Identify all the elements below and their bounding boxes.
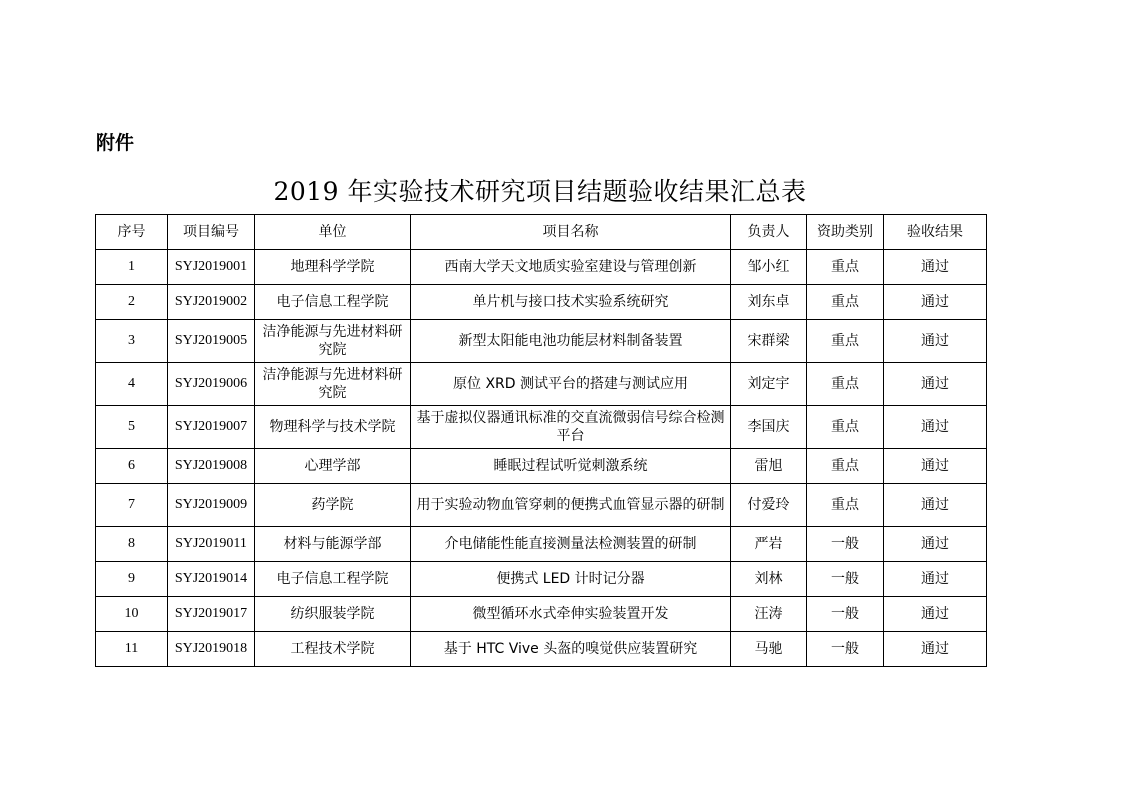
cell-unit: 洁净能源与先进材料研究院 bbox=[255, 363, 411, 406]
cell-index: 6 bbox=[96, 449, 168, 484]
cell-result: 通过 bbox=[884, 597, 987, 632]
cell-project-name: 西南大学天文地质实验室建设与管理创新 bbox=[411, 250, 731, 285]
cell-result: 通过 bbox=[884, 449, 987, 484]
cell-funding-type: 重点 bbox=[807, 285, 884, 320]
cell-unit: 材料与能源学部 bbox=[255, 527, 411, 562]
table-row bbox=[96, 449, 987, 484]
cell-unit: 电子信息工程学院 bbox=[255, 562, 411, 597]
header-result: 验收结果 bbox=[884, 215, 987, 250]
cell-result: 通过 bbox=[884, 484, 987, 527]
table-row bbox=[96, 562, 987, 597]
header-unit: 单位 bbox=[255, 215, 411, 250]
cell-leader: 严岩 bbox=[731, 527, 807, 562]
cell-funding-type: 重点 bbox=[807, 320, 884, 363]
header-funding-type: 资助类别 bbox=[807, 215, 884, 250]
table-row bbox=[96, 484, 987, 527]
cell-unit: 心理学部 bbox=[255, 449, 411, 484]
cell-leader: 汪涛 bbox=[731, 597, 807, 632]
cell-unit: 地理科学学院 bbox=[255, 250, 411, 285]
cell-project-id: SYJ2019001 bbox=[168, 250, 255, 285]
cell-funding-type: 一般 bbox=[807, 632, 884, 667]
table-row bbox=[96, 285, 987, 320]
cell-project-id: SYJ2019002 bbox=[168, 285, 255, 320]
cell-result: 通过 bbox=[884, 527, 987, 562]
table-row bbox=[96, 250, 987, 285]
cell-project-name: 新型太阳能电池功能层材料制备装置 bbox=[411, 320, 731, 363]
cell-funding-type: 重点 bbox=[807, 484, 884, 527]
cell-funding-type: 重点 bbox=[807, 406, 884, 449]
cell-result: 通过 bbox=[884, 250, 987, 285]
cell-leader: 马驰 bbox=[731, 632, 807, 667]
results-summary-table bbox=[95, 214, 987, 667]
table-row bbox=[96, 632, 987, 667]
header-project-name: 项目名称 bbox=[411, 215, 731, 250]
cell-leader: 邹小红 bbox=[731, 250, 807, 285]
cell-funding-type: 一般 bbox=[807, 597, 884, 632]
cell-project-name: 单片机与接口技术实验系统研究 bbox=[411, 285, 731, 320]
cell-project-name: 睡眠过程试听觉刺激系统 bbox=[411, 449, 731, 484]
cell-leader: 宋群梁 bbox=[731, 320, 807, 363]
cell-leader: 李国庆 bbox=[731, 406, 807, 449]
cell-project-name: 基于虚拟仪器通讯标准的交直流微弱信号综合检测平台 bbox=[411, 406, 731, 449]
table-row bbox=[96, 406, 987, 449]
header-project-id: 项目编号 bbox=[168, 215, 255, 250]
cell-project-id: SYJ2019011 bbox=[168, 527, 255, 562]
header-leader: 负责人 bbox=[731, 215, 807, 250]
cell-leader: 付爱玲 bbox=[731, 484, 807, 527]
cell-leader: 刘定宇 bbox=[731, 363, 807, 406]
cell-funding-type: 重点 bbox=[807, 363, 884, 406]
cell-result: 通过 bbox=[884, 285, 987, 320]
cell-funding-type: 重点 bbox=[807, 449, 884, 484]
cell-project-name: 原位 XRD 测试平台的搭建与测试应用 bbox=[411, 363, 731, 406]
cell-unit: 洁净能源与先进材料研究院 bbox=[255, 320, 411, 363]
table-header-row bbox=[96, 215, 987, 250]
cell-unit: 电子信息工程学院 bbox=[255, 285, 411, 320]
cell-index: 11 bbox=[96, 632, 168, 667]
cell-index: 9 bbox=[96, 562, 168, 597]
cell-index: 7 bbox=[96, 484, 168, 527]
cell-project-id: SYJ2019014 bbox=[168, 562, 255, 597]
table-row bbox=[96, 363, 987, 406]
cell-leader: 刘林 bbox=[731, 562, 807, 597]
table-row bbox=[96, 527, 987, 562]
document-title: 2019 年实验技术研究项目结题验收结果汇总表 bbox=[273, 177, 807, 206]
cell-funding-type: 一般 bbox=[807, 562, 884, 597]
cell-project-name: 基于 HTC Vive 头盔的嗅觉供应装置研究 bbox=[411, 632, 731, 667]
cell-index: 5 bbox=[96, 406, 168, 449]
cell-project-id: SYJ2019005 bbox=[168, 320, 255, 363]
cell-result: 通过 bbox=[884, 320, 987, 363]
cell-index: 8 bbox=[96, 527, 168, 562]
cell-result: 通过 bbox=[884, 406, 987, 449]
cell-unit: 物理科学与技术学院 bbox=[255, 406, 411, 449]
cell-project-id: SYJ2019008 bbox=[168, 449, 255, 484]
cell-index: 1 bbox=[96, 250, 168, 285]
cell-funding-type: 重点 bbox=[807, 250, 884, 285]
cell-leader: 刘东卓 bbox=[731, 285, 807, 320]
cell-index: 10 bbox=[96, 597, 168, 632]
cell-funding-type: 一般 bbox=[807, 527, 884, 562]
cell-unit: 药学院 bbox=[255, 484, 411, 527]
attachment-label: 附件 bbox=[96, 132, 135, 154]
header-index: 序号 bbox=[96, 215, 168, 250]
cell-unit: 工程技术学院 bbox=[255, 632, 411, 667]
cell-project-id: SYJ2019007 bbox=[168, 406, 255, 449]
cell-result: 通过 bbox=[884, 562, 987, 597]
cell-project-name: 微型循环水式牵伸实验装置开发 bbox=[411, 597, 731, 632]
cell-result: 通过 bbox=[884, 632, 987, 667]
cell-project-name: 便携式 LED 计时记分器 bbox=[411, 562, 731, 597]
cell-project-name: 介电储能性能直接测量法检测装置的研制 bbox=[411, 527, 731, 562]
table-row bbox=[96, 597, 987, 632]
cell-project-name: 用于实验动物血管穿刺的便携式血管显示器的研制 bbox=[411, 484, 731, 527]
cell-project-id: SYJ2019009 bbox=[168, 484, 255, 527]
cell-unit: 纺织服装学院 bbox=[255, 597, 411, 632]
cell-leader: 雷旭 bbox=[731, 449, 807, 484]
cell-project-id: SYJ2019018 bbox=[168, 632, 255, 667]
cell-result: 通过 bbox=[884, 363, 987, 406]
cell-index: 3 bbox=[96, 320, 168, 363]
cell-index: 4 bbox=[96, 363, 168, 406]
cell-project-id: SYJ2019017 bbox=[168, 597, 255, 632]
table-row bbox=[96, 320, 987, 363]
cell-project-id: SYJ2019006 bbox=[168, 363, 255, 406]
cell-index: 2 bbox=[96, 285, 168, 320]
